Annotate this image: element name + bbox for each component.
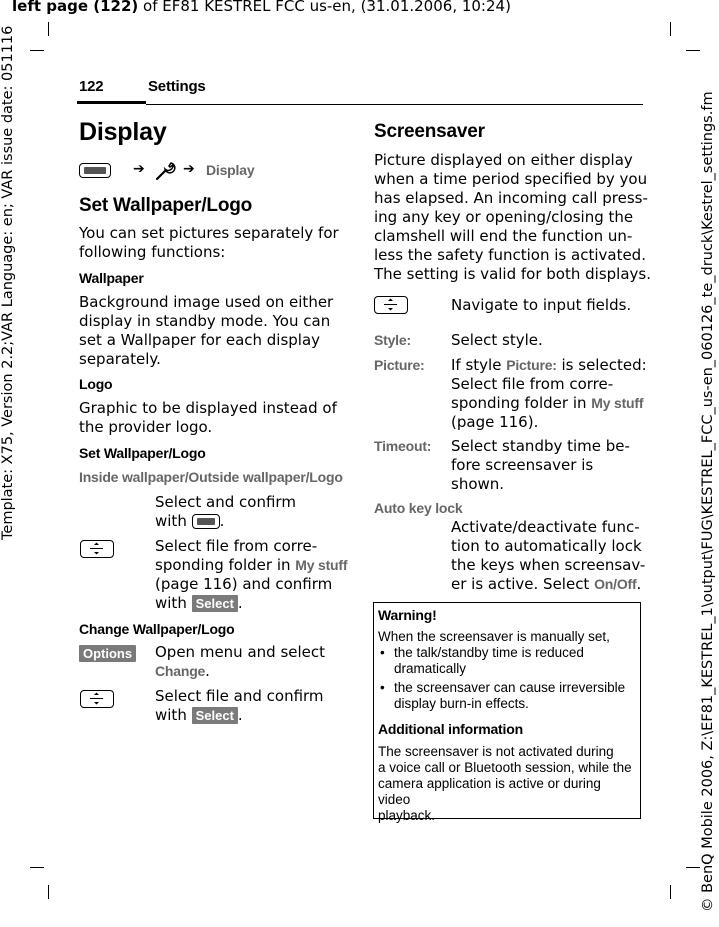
text-line: the talk/standby time is reduced <box>394 645 584 660</box>
navigation-key-icon <box>80 690 114 708</box>
wallpaper-heading: Wallpaper <box>79 270 144 286</box>
text-line: has elapsed. An incoming call press- <box>374 189 648 207</box>
text-line <box>451 356 647 375</box>
template-info: Template: X75, Version 2.2;VAR Language: en; VAR issue date: 051116 <box>0 25 16 540</box>
text-fragment: . <box>237 594 243 612</box>
select-softkey: Select <box>192 595 238 612</box>
text-line: playback. <box>378 808 436 823</box>
text-line: You can set pictures separately for <box>79 224 339 242</box>
text-fragment: sponding folder in <box>451 394 592 412</box>
text-fragment: er is active. Select <box>451 575 595 593</box>
setwl-options: Inside wallpaper/Outside wallpaper/Logo <box>79 469 343 485</box>
text-line <box>155 594 347 613</box>
change-heading: Change Wallpaper/Logo <box>79 621 235 637</box>
text-line: Select file from corre- <box>451 375 614 393</box>
text-line: ing any key or opening/closing the <box>374 208 634 226</box>
text-fragment: . <box>219 512 225 530</box>
screensaver-intro <box>374 151 651 284</box>
arrow-right-icon: ➔ <box>183 161 195 177</box>
breadcrumb <box>79 160 279 182</box>
page-title: Display <box>79 118 167 146</box>
crop-mark <box>670 885 671 899</box>
menu-key-icon <box>79 163 111 178</box>
text-line: the provider logo. <box>79 418 213 436</box>
breadcrumb-display: Display <box>206 162 255 178</box>
menu-reference: My stuff <box>295 557 348 573</box>
screensaver-heading: Screensaver <box>374 121 485 142</box>
navigate-text: Navigate to input fields. <box>451 296 632 314</box>
text-fragment: If style <box>451 356 507 374</box>
text-line <box>155 556 347 575</box>
text-line: a voice call or Bluetooth session, while the <box>378 760 632 775</box>
header-thick-rule <box>77 101 146 104</box>
autokey-label: Auto key lock <box>374 500 463 516</box>
menu-reference: Change <box>155 663 206 679</box>
text-line: (page 116) and confirm <box>155 575 333 593</box>
select-softkey: Select <box>192 707 238 724</box>
step-select-confirm <box>155 493 296 531</box>
text-line: Background image used on either <box>79 293 334 311</box>
options-softkey: Options <box>79 645 136 662</box>
text-fragment: with <box>155 512 187 530</box>
menu-reference: On/Off <box>594 576 637 592</box>
text-line: dramatically <box>394 661 467 676</box>
menu-reference: My stuff <box>591 395 644 411</box>
text-line: the screensaver can cause irreversible <box>394 680 626 695</box>
text-line: Select file and confirm <box>155 687 324 705</box>
setwl-heading: Set Wallpaper/Logo <box>79 445 206 461</box>
warning-box <box>373 602 641 823</box>
arrow-right-icon: ➔ <box>133 161 145 177</box>
crop-mark <box>670 22 671 36</box>
picture-label: Picture: <box>374 357 425 373</box>
text-line: fore screensaver is <box>451 456 594 474</box>
warning-title: Warning! <box>378 607 437 623</box>
print-header-page: left page (122) <box>12 0 139 15</box>
text-line <box>155 706 324 725</box>
text-line <box>451 575 645 594</box>
timeout-label: Timeout: <box>374 438 432 454</box>
warning-bullet <box>378 645 636 677</box>
text-line: display in standby mode. You can <box>79 312 331 330</box>
crop-mark <box>30 867 44 868</box>
print-header-info: of EF81 KESTREL FCC us-en, (31.01.2006, 10:24) <box>138 0 511 15</box>
style-text: Select style. <box>451 331 543 349</box>
text-fragment: . <box>237 706 243 724</box>
page-number: 122 <box>79 78 104 95</box>
menu-reference: Picture: <box>506 357 557 373</box>
text-line: display burn-in effects. <box>394 696 529 711</box>
autokey-text <box>451 518 645 594</box>
step-open-menu <box>155 643 325 681</box>
text-line: The setting is valid for both displays. <box>374 265 651 283</box>
print-header <box>12 0 511 15</box>
text-line: clamshell will end the function un- <box>374 227 633 245</box>
text-fragment: with <box>155 706 192 724</box>
text-line <box>155 512 296 531</box>
additional-info-title: Additional information <box>378 721 523 737</box>
style-label: Style: <box>374 332 411 348</box>
text-line: Graphic to be displayed instead of <box>79 399 337 417</box>
crop-mark <box>686 50 700 51</box>
text-fragment: with <box>155 594 192 612</box>
set-wallpaper-heading: Set Wallpaper/Logo <box>79 195 253 216</box>
text-fragment: . <box>636 575 642 593</box>
logo-text <box>79 399 337 437</box>
text-line <box>451 394 647 413</box>
text-line: Select standby time be- <box>451 437 630 455</box>
step-select-file-confirm <box>155 687 324 725</box>
text-line: the keys when screensav- <box>451 556 646 574</box>
text-line: shown. <box>451 475 505 493</box>
navigation-key-icon <box>80 540 114 558</box>
set-wallpaper-intro <box>79 224 339 262</box>
menu-key-icon <box>192 514 220 529</box>
text-fragment: . <box>205 662 210 680</box>
section-title: Settings <box>148 78 206 95</box>
warning-intro: When the screensaver is manually set, <box>378 629 610 644</box>
options-softkey-box <box>79 643 136 662</box>
text-line: tion to automatically lock <box>451 537 642 555</box>
text-line: following functions: <box>79 243 226 261</box>
text-line: (page 116). <box>451 413 539 431</box>
text-line: when a time period specified by you <box>374 170 648 188</box>
text-line: Select and confirm <box>155 493 296 511</box>
wrench-icon <box>153 159 177 183</box>
crop-mark <box>686 867 700 868</box>
logo-heading: Logo <box>79 376 113 392</box>
text-fragment: sponding folder in <box>155 556 296 574</box>
wallpaper-text <box>79 293 333 369</box>
copyright-path: © BenQ Mobile 2006, Z:\EF81_KESTREL_1\output\FUG\KESTREL_FCC_us-en_060126_te_druck\Kestrel_settings.fm <box>700 91 716 912</box>
text-line: Picture displayed on either display <box>374 151 633 169</box>
bullet-icon: • <box>380 645 385 660</box>
text-line <box>155 662 325 681</box>
text-line: separately. <box>79 350 161 368</box>
text-line: Select file from corre- <box>155 537 318 555</box>
text-line: camera application is active or during video <box>378 776 601 807</box>
text-fragment: is selected: <box>556 356 647 374</box>
bullet-icon: • <box>380 680 385 695</box>
header-rule <box>146 104 643 105</box>
crop-mark <box>48 22 49 36</box>
text-line: set a Wallpaper for each display <box>79 331 321 349</box>
text-line: Activate/deactivate func- <box>451 518 640 536</box>
additional-info-text <box>378 744 636 824</box>
step-select-file <box>155 537 347 613</box>
text-line: The screensaver is not activated during <box>378 744 614 759</box>
crop-mark <box>48 885 49 899</box>
crop-mark <box>30 50 44 51</box>
picture-text <box>451 356 647 432</box>
text-line: less the safety function is activated. <box>374 246 646 264</box>
text-line: Open menu and select <box>155 643 326 661</box>
navigation-key-icon <box>374 296 408 314</box>
warning-bullet <box>378 680 636 712</box>
timeout-text <box>451 437 630 494</box>
